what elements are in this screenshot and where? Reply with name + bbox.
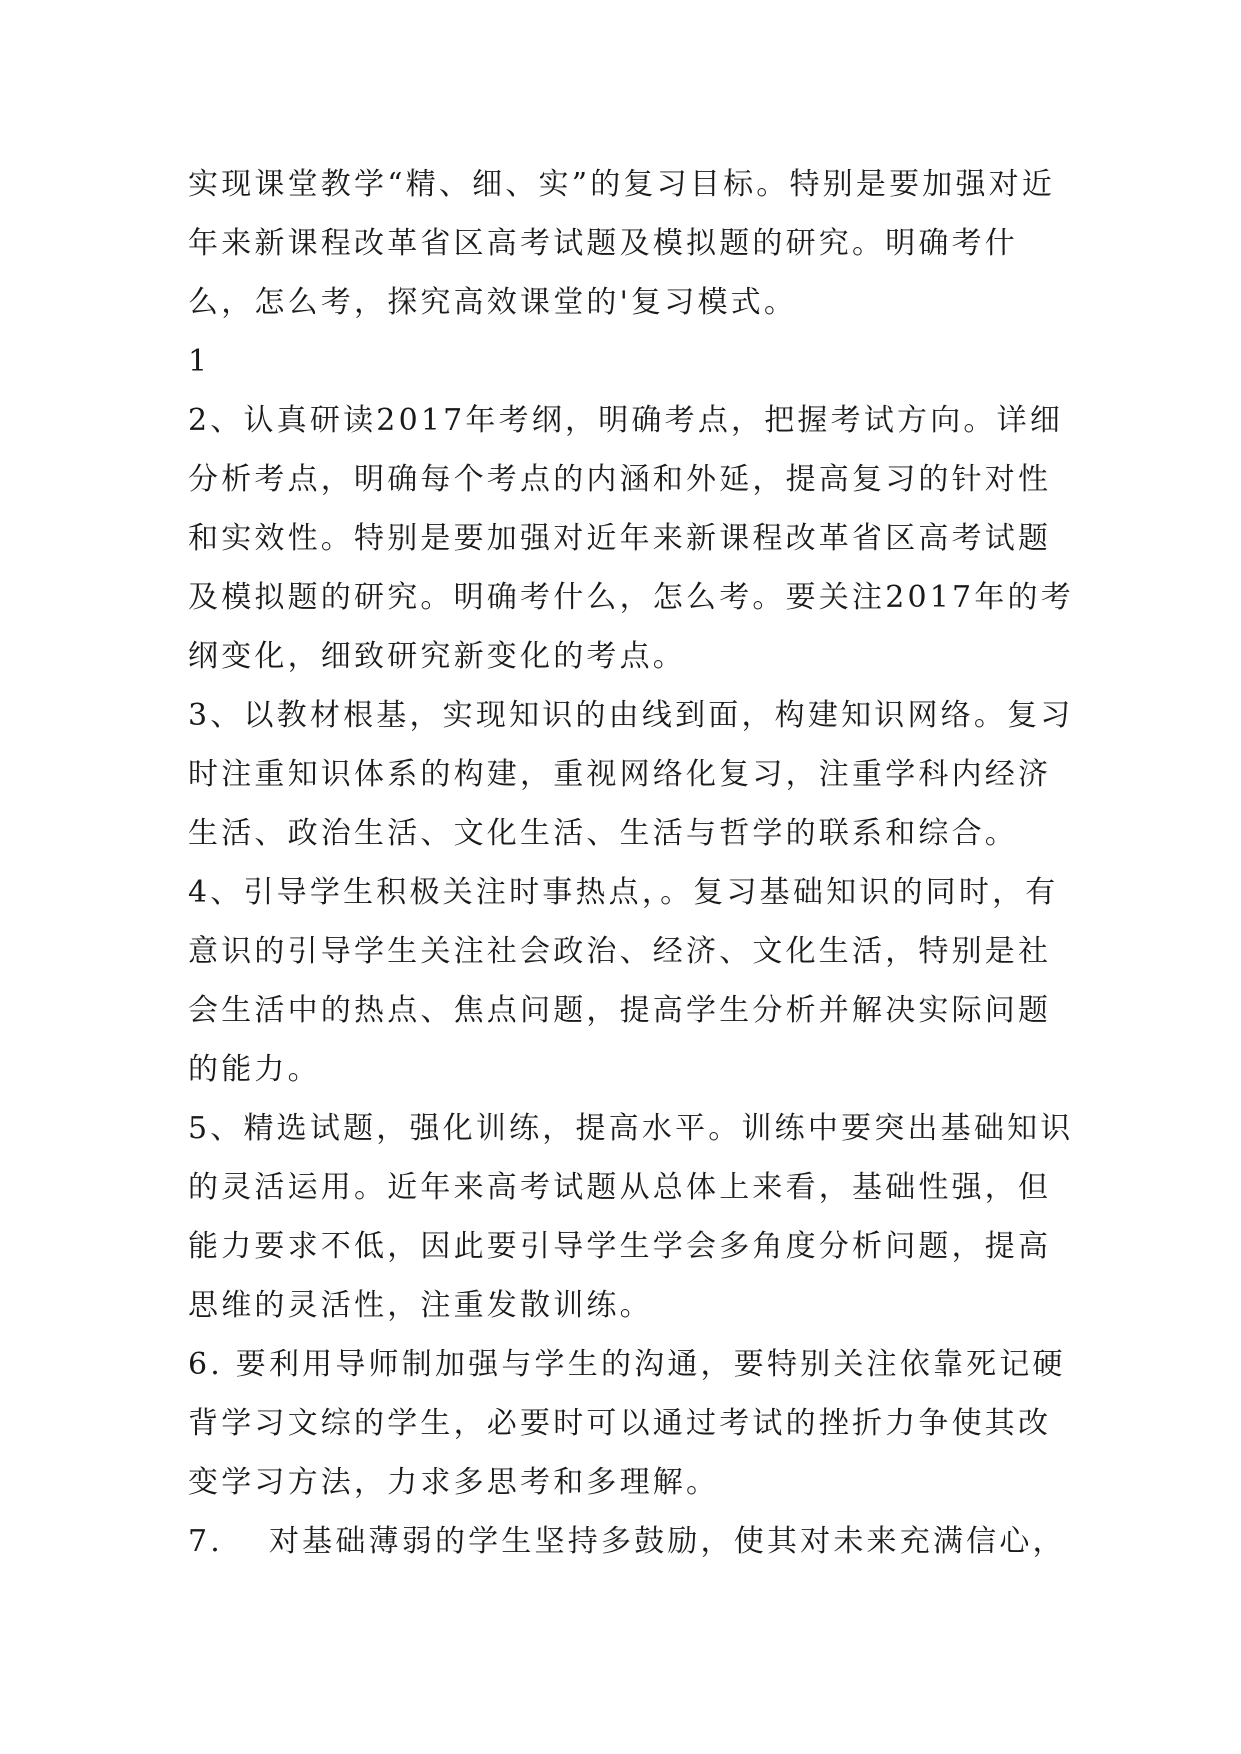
paragraph-item-4: 4、引导学生积极关注时事热点，。复习基础知识的同时，有意识的引导学生关注社会政治、经济、文化生活，特别是社会生活中的热点、焦点问题，提高学生分析并解决实际问题的能力。 <box>188 875 1059 1087</box>
paragraph-item-6: 6. 要利用导师制加强与学生的沟通，要特别关注依靠死记硬背学习文综的学生，必要时可以通过考试的挫折力争使其改变学习方法，力求多思考和多理解。 <box>188 1347 1066 1500</box>
document-body <box>188 155 1078 1571</box>
paragraph-item-7: 7. 对基础薄弱的学生坚持多鼓励，使其对未来充满信心， <box>188 1524 1066 1559</box>
paragraph-item-3: 3、以教材根基，实现知识的由线到面，构建知识网络。复习时注重知识体系的构建，重视网络化复习，注重学科内经济生活、政治生活、文化生活、生活与哲学的联系和综合。 <box>188 698 1074 851</box>
paragraph-intro: 实现课堂教学“精、细、实”的复习目标。特别是要加强对近年来新课程改革省区高考试题及模拟题的研究。明确考什么，怎么考，探究高效课堂的'复习模式。 <box>188 167 1056 320</box>
paragraph-item-2: 2、认真研读2017年考纲，明确考点，把握考试方向。详细分析考点，明确每个考点的内涵和外延，提高复习的针对性和实效性。特别是要加强对近年来新课程改革省区高考试题及模拟题的研究。明确考什么，怎么考。要关注2017年的考纲变化，细致研究新变化的考点。 <box>188 403 1074 674</box>
paragraph-item-5: 5、精选试题，强化训练，提高水平。训练中要突出基础知识的灵活运用。近年来高考试题从总体上来看，基础性强，但能力要求不低，因此要引导学生学会多角度分析问题，提高思维的灵活性，注重发散训练。 <box>188 1111 1074 1323</box>
list-number-1: 1 <box>188 344 208 379</box>
